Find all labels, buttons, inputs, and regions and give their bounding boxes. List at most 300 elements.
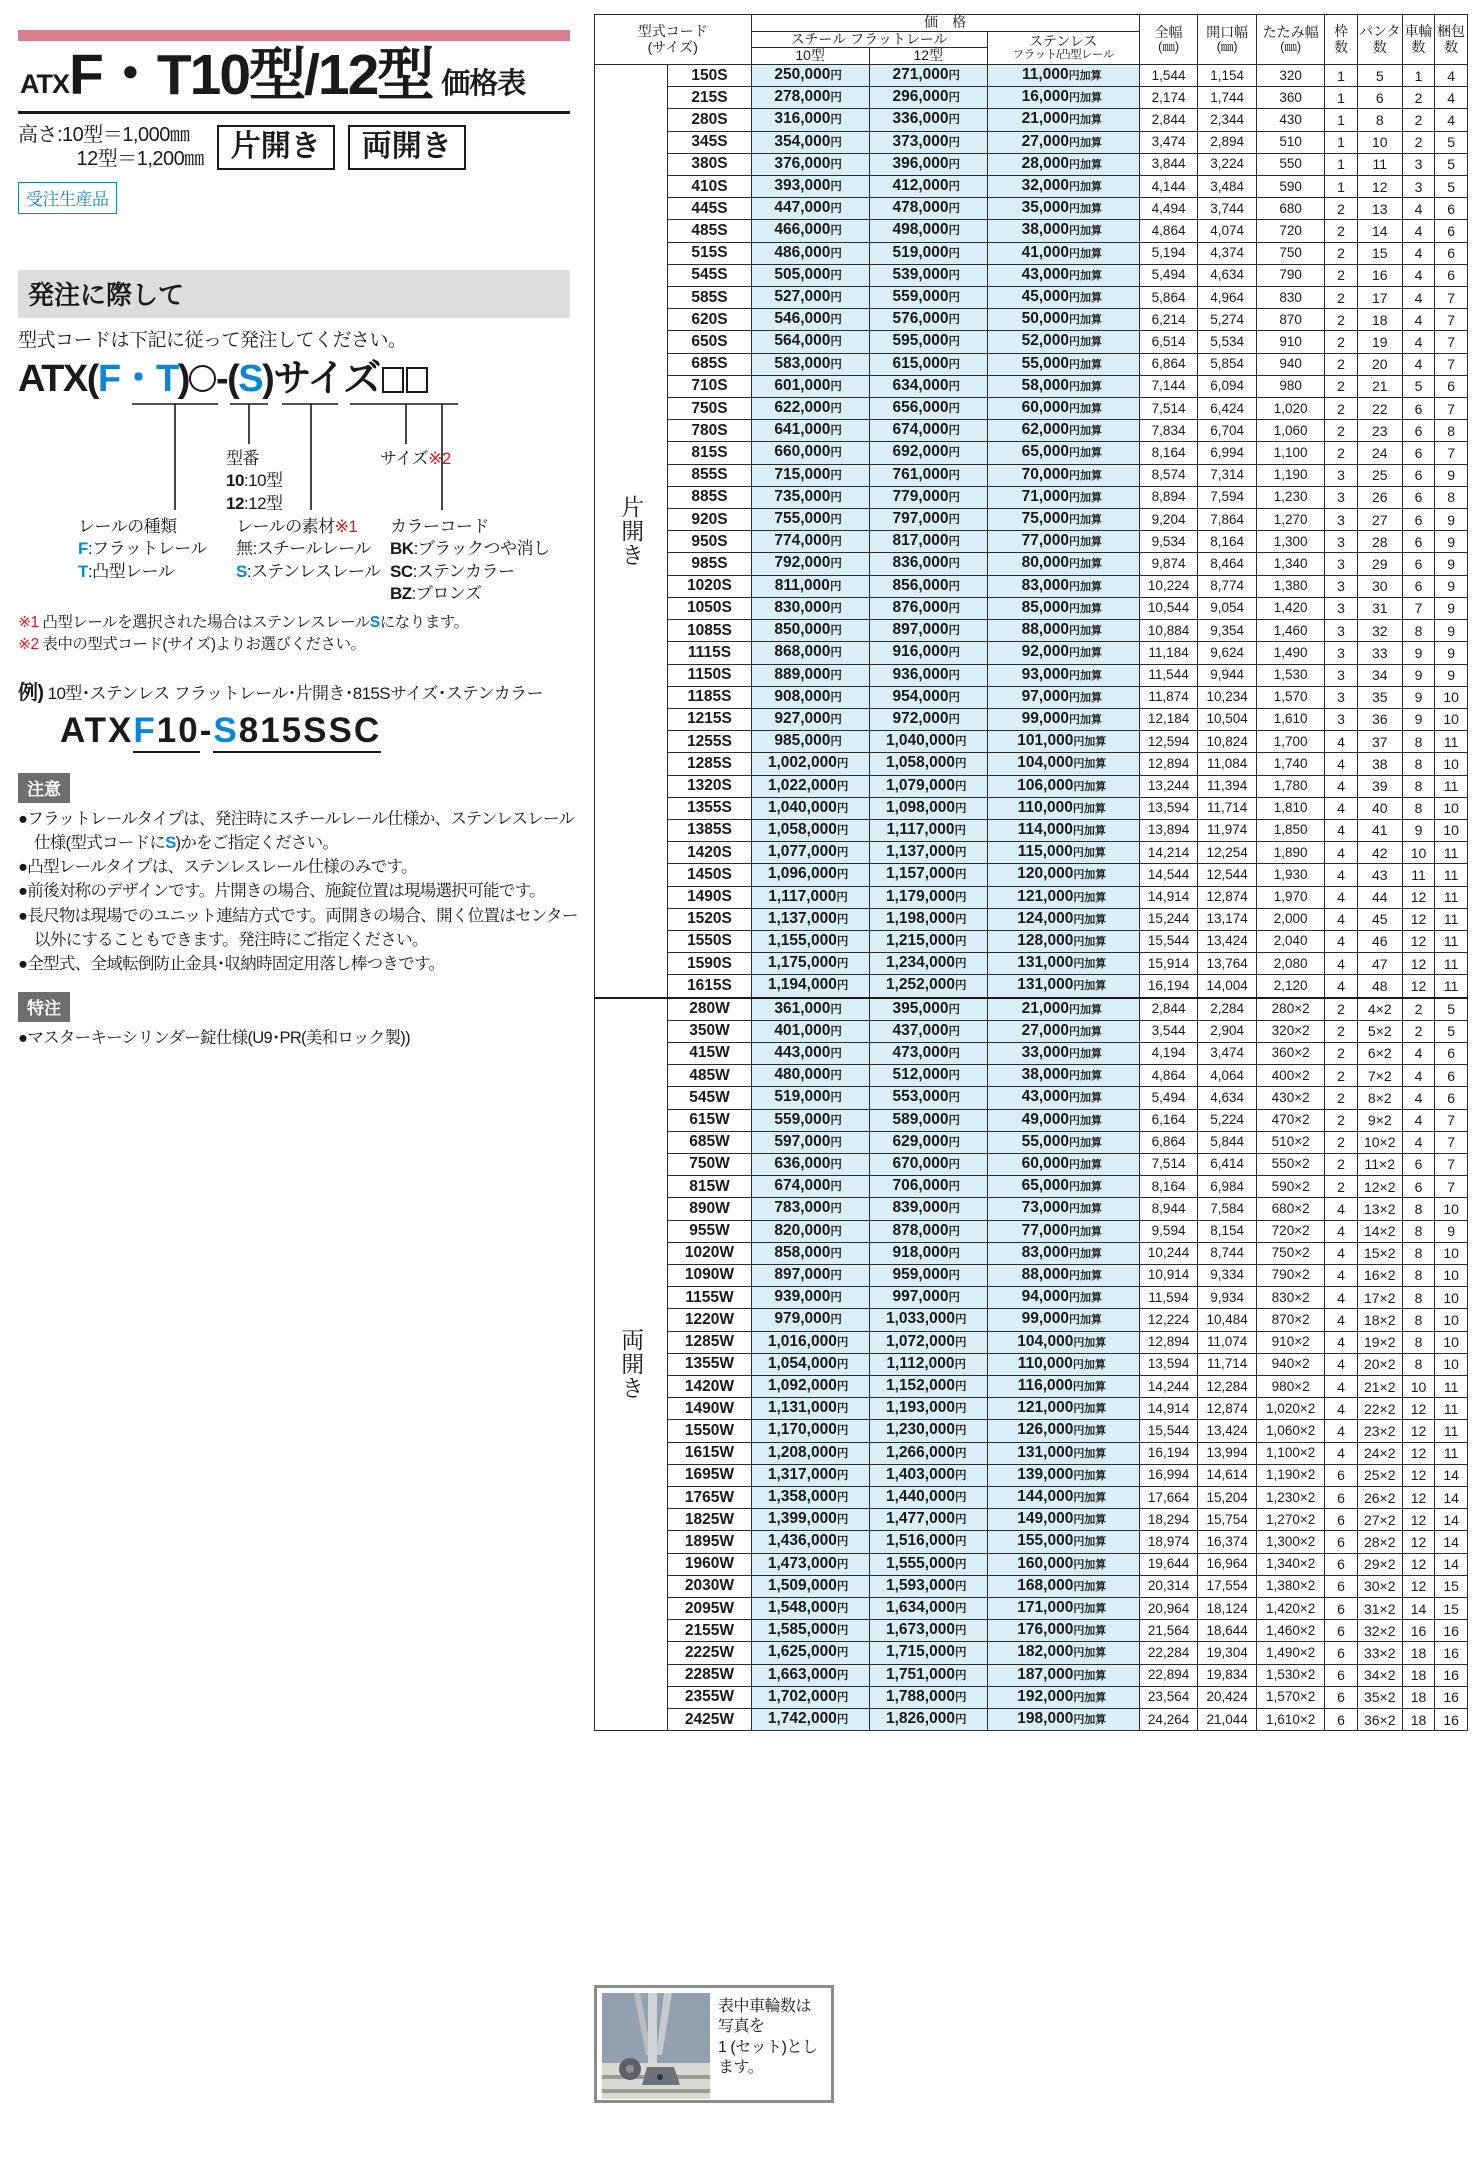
table-cell: 1,610×2 bbox=[1256, 1709, 1324, 1731]
th-pack-unit: 数 bbox=[1444, 38, 1459, 55]
yen-suffix: 円 bbox=[954, 913, 967, 926]
formula-s-paren-open: ( bbox=[227, 357, 239, 400]
table-row bbox=[595, 1509, 1468, 1531]
table-cell: 8,154 bbox=[1198, 1220, 1257, 1242]
add-suffix: 円加算 bbox=[1069, 514, 1102, 527]
table-cell: 13,994 bbox=[1198, 1442, 1257, 1464]
table-cell: 10,234 bbox=[1198, 686, 1257, 708]
height-and-open-type bbox=[18, 123, 588, 172]
th-wheel-count bbox=[1402, 15, 1435, 65]
table-cell: 11,974 bbox=[1198, 819, 1257, 841]
table-cell: 2 bbox=[1325, 1020, 1357, 1042]
table-cell: 21,564 bbox=[1139, 1620, 1198, 1642]
ordering-footnotes bbox=[18, 612, 588, 656]
table-row bbox=[595, 531, 1468, 553]
table-cell: 32×2 bbox=[1357, 1620, 1402, 1642]
table-cell: 18 bbox=[1402, 1664, 1435, 1686]
table-cell: 3 bbox=[1325, 486, 1357, 508]
add-suffix: 円加算 bbox=[1069, 181, 1102, 194]
table-cell: 160,000円加算 bbox=[987, 1553, 1139, 1575]
th-stainless bbox=[987, 31, 1139, 64]
table-cell: 650S bbox=[668, 331, 751, 353]
formula-s-paren-close: ) bbox=[262, 357, 274, 400]
table-cell: 7,314 bbox=[1198, 464, 1257, 486]
table-cell: 1 bbox=[1402, 65, 1435, 87]
table-cell: 8 bbox=[1402, 1198, 1435, 1220]
table-cell: 4 bbox=[1325, 864, 1357, 886]
table-cell: 5,224 bbox=[1198, 1109, 1257, 1131]
table-cell: 280S bbox=[668, 109, 751, 131]
price-list-label: 価格表 bbox=[441, 68, 526, 100]
table-cell: 25×2 bbox=[1357, 1464, 1402, 1486]
table-cell: 780S bbox=[668, 420, 751, 442]
table-cell: 1355W bbox=[668, 1353, 751, 1375]
table-cell: 858,000円 bbox=[751, 1242, 869, 1264]
table-cell: 1,570 bbox=[1256, 686, 1324, 708]
table-cell: 34×2 bbox=[1357, 1664, 1402, 1686]
add-suffix: 円加算 bbox=[1069, 491, 1102, 504]
yen-suffix: 円 bbox=[830, 1070, 842, 1083]
add-suffix: 円加算 bbox=[1072, 1358, 1106, 1371]
table-cell: 4 bbox=[1325, 975, 1357, 998]
table-cell: 3,474 bbox=[1139, 131, 1198, 153]
table-cell: 7,864 bbox=[1198, 509, 1257, 531]
yen-suffix: 円 bbox=[830, 1025, 842, 1038]
add-suffix: 円加算 bbox=[1069, 336, 1102, 349]
table-cell: 545S bbox=[668, 264, 751, 286]
rail-mat-none-key: 無 bbox=[236, 539, 253, 559]
th-price-group: 価 格 bbox=[751, 15, 1139, 32]
table-cell: 1,098,000円 bbox=[869, 797, 987, 819]
table-cell: 4 bbox=[1402, 1042, 1435, 1064]
wheel-note-frame bbox=[594, 1985, 834, 2103]
table-cell: 85,000円加算 bbox=[987, 597, 1139, 619]
add-suffix: 円加算 bbox=[1069, 380, 1102, 393]
table-cell: 29 bbox=[1357, 553, 1402, 575]
th-stainless-sub: フラット/凸型レール bbox=[1012, 49, 1114, 62]
table-cell: 14 bbox=[1435, 1553, 1468, 1575]
table-cell: 10 bbox=[1435, 686, 1468, 708]
table-cell: 478,000円 bbox=[869, 198, 987, 220]
yen-suffix: 円 bbox=[948, 70, 960, 83]
yen-suffix: 円 bbox=[948, 358, 960, 371]
table-cell: 106,000円加算 bbox=[987, 775, 1139, 797]
table-cell: 636,000円 bbox=[751, 1153, 869, 1175]
table-cell: 9 bbox=[1402, 642, 1435, 664]
footnote-1-text-a: 凸型レールを選択された場合はステンレスレール bbox=[42, 613, 370, 631]
yen-suffix: 円 bbox=[830, 403, 842, 416]
yen-suffix: 円 bbox=[948, 1070, 960, 1083]
table-row bbox=[595, 864, 1468, 886]
table-cell: 7,594 bbox=[1198, 486, 1257, 508]
table-cell: 7 bbox=[1435, 331, 1468, 353]
table-cell: 897,000円 bbox=[751, 1264, 869, 1286]
table-cell: 10,504 bbox=[1198, 708, 1257, 730]
yen-suffix: 円 bbox=[836, 980, 849, 993]
add-suffix: 円加算 bbox=[1069, 292, 1102, 305]
color-sc-key: SC bbox=[390, 561, 413, 581]
formula-size-word: サイズ bbox=[273, 357, 380, 400]
table-cell: 116,000円加算 bbox=[987, 1376, 1139, 1398]
table-cell: 1550W bbox=[668, 1420, 751, 1442]
table-cell: 4 bbox=[1402, 1131, 1435, 1153]
table-cell: 139,000円加算 bbox=[987, 1464, 1139, 1486]
table-cell: 22,284 bbox=[1139, 1642, 1198, 1664]
table-row bbox=[595, 1442, 1468, 1464]
table-cell: 955W bbox=[668, 1220, 751, 1242]
table-cell: 13,894 bbox=[1139, 819, 1198, 841]
table-cell: 890W bbox=[668, 1198, 751, 1220]
table-cell: 1,742,000円 bbox=[751, 1709, 869, 1731]
table-cell: 4 bbox=[1435, 109, 1468, 131]
table-cell: 18,974 bbox=[1139, 1531, 1198, 1553]
add-suffix: 円加算 bbox=[1073, 891, 1107, 904]
table-cell: 4 bbox=[1325, 1287, 1357, 1309]
table-cell: 790 bbox=[1256, 264, 1324, 286]
table-cell: 9,944 bbox=[1198, 664, 1257, 686]
table-cell: 6,414 bbox=[1198, 1153, 1257, 1175]
table-cell: 6 bbox=[1435, 198, 1468, 220]
table-cell: 1,317,000円 bbox=[751, 1464, 869, 1486]
table-cell: 19 bbox=[1357, 331, 1402, 353]
table-cell: 1,673,000円 bbox=[869, 1620, 987, 1642]
table-cell: 11 bbox=[1357, 153, 1402, 175]
table-cell: 7 bbox=[1435, 309, 1468, 331]
table-cell: 622,000円 bbox=[751, 398, 869, 420]
table-cell: 1,077,000円 bbox=[751, 842, 869, 864]
table-cell: 121,000円加算 bbox=[987, 1398, 1139, 1420]
add-suffix: 円加算 bbox=[1073, 1691, 1107, 1704]
yen-suffix: 円 bbox=[948, 447, 960, 460]
caution-list bbox=[18, 807, 588, 977]
kataban-12-val: :12型 bbox=[243, 493, 283, 513]
table-cell: 9,354 bbox=[1198, 620, 1257, 642]
table-cell: 83,000円加算 bbox=[987, 1242, 1139, 1264]
wheel-photo-illustration bbox=[602, 1993, 710, 2099]
table-cell: 9,534 bbox=[1139, 531, 1198, 553]
table-cell: 12,544 bbox=[1198, 864, 1257, 886]
table-cell: 171,000円加算 bbox=[987, 1598, 1139, 1620]
table-cell: 126,000円加算 bbox=[987, 1420, 1139, 1442]
table-cell: 2,844 bbox=[1139, 109, 1198, 131]
table-cell: 1,970 bbox=[1256, 886, 1324, 908]
table-cell: 8 bbox=[1402, 1331, 1435, 1353]
table-cell: 2 bbox=[1325, 1087, 1357, 1109]
table-row bbox=[595, 1531, 1468, 1553]
yen-suffix: 円 bbox=[830, 203, 842, 216]
table-row bbox=[595, 398, 1468, 420]
table-cell: 3 bbox=[1325, 642, 1357, 664]
table-cell: 1,131,000円 bbox=[751, 1398, 869, 1420]
table-cell: 271,000円 bbox=[869, 65, 987, 87]
table-cell: 783,000円 bbox=[751, 1198, 869, 1220]
table-cell: 680 bbox=[1256, 198, 1324, 220]
table-cell: 820,000円 bbox=[751, 1220, 869, 1242]
table-cell: 2 bbox=[1325, 198, 1357, 220]
yen-suffix: 円 bbox=[948, 669, 960, 682]
table-cell: 4,494 bbox=[1139, 198, 1198, 220]
table-cell: 5 bbox=[1435, 153, 1468, 175]
table-cell: 19,834 bbox=[1198, 1664, 1257, 1686]
formula-ft: F・T bbox=[97, 357, 178, 400]
table-cell: 6 bbox=[1325, 1531, 1357, 1553]
table-cell: 13,174 bbox=[1198, 908, 1257, 930]
kataban-10 bbox=[226, 470, 283, 492]
table-cell: 7 bbox=[1435, 398, 1468, 420]
table-cell: 830×2 bbox=[1256, 1287, 1324, 1309]
table-cell: 12 bbox=[1402, 1442, 1435, 1464]
table-cell: 14×2 bbox=[1357, 1220, 1402, 1242]
table-cell: 22,894 bbox=[1139, 1664, 1198, 1686]
yen-suffix: 円 bbox=[836, 1469, 849, 1482]
table-cell: 6 bbox=[1325, 1598, 1357, 1620]
table-cell: 9,874 bbox=[1139, 553, 1198, 575]
table-cell: 836,000円 bbox=[869, 553, 987, 575]
yen-suffix: 円 bbox=[830, 292, 842, 305]
table-cell: 576,000円 bbox=[869, 309, 987, 331]
table-cell: 1615W bbox=[668, 1442, 751, 1464]
table-cell: 505,000円 bbox=[751, 264, 869, 286]
table-cell: 16,194 bbox=[1139, 975, 1198, 998]
rail-mat-none bbox=[236, 538, 381, 560]
table-cell: 17,554 bbox=[1198, 1575, 1257, 1597]
table-cell: 1,420×2 bbox=[1256, 1598, 1324, 1620]
table-cell: 6 bbox=[1435, 1087, 1468, 1109]
table-cell: 715,000円 bbox=[751, 464, 869, 486]
table-cell: 373,000円 bbox=[869, 131, 987, 153]
table-cell: 1355S bbox=[668, 797, 751, 819]
table-cell: 4 bbox=[1325, 1353, 1357, 1375]
table-cell: 2,000 bbox=[1256, 908, 1324, 930]
table-cell: 735,000円 bbox=[751, 486, 869, 508]
add-suffix: 円加算 bbox=[1073, 1336, 1107, 1349]
yen-suffix: 円 bbox=[954, 802, 967, 815]
table-cell: 70,000円加算 bbox=[987, 464, 1139, 486]
yen-suffix: 円 bbox=[948, 1225, 960, 1238]
table-row bbox=[595, 1398, 1468, 1420]
table-cell: 16,194 bbox=[1139, 1442, 1198, 1464]
yen-suffix: 円 bbox=[830, 602, 842, 615]
table-cell: 16 bbox=[1435, 1664, 1468, 1686]
color-bk-key: BK bbox=[390, 539, 414, 559]
table-cell: 16 bbox=[1435, 1620, 1468, 1642]
table-row bbox=[595, 1620, 1468, 1642]
table-cell: 9 bbox=[1435, 509, 1468, 531]
table-cell: 8,774 bbox=[1198, 575, 1257, 597]
table-cell: 1 bbox=[1325, 65, 1357, 87]
table-cell: 149,000円加算 bbox=[987, 1509, 1139, 1531]
yen-suffix: 円 bbox=[836, 780, 849, 793]
yen-suffix: 円 bbox=[948, 1003, 960, 1016]
table-cell: 1,516,000円 bbox=[869, 1531, 987, 1553]
th-type10: 10型 bbox=[751, 48, 869, 65]
table-cell: 2 bbox=[1325, 287, 1357, 309]
table-cell: 83,000円加算 bbox=[987, 575, 1139, 597]
rail-type-f bbox=[78, 538, 207, 560]
example-code-dash: - bbox=[199, 710, 214, 750]
table-cell: 8,464 bbox=[1198, 553, 1257, 575]
table-cell: 4 bbox=[1325, 1198, 1357, 1220]
add-suffix: 円加算 bbox=[1069, 1269, 1102, 1282]
table-cell: 6,164 bbox=[1139, 1109, 1198, 1131]
table-row bbox=[595, 597, 1468, 619]
table-cell: 36 bbox=[1357, 708, 1402, 730]
table-row bbox=[595, 1087, 1468, 1109]
table-cell: 1320S bbox=[668, 775, 751, 797]
table-cell: 345S bbox=[668, 131, 751, 153]
table-cell: 7 bbox=[1402, 597, 1435, 619]
table-cell: 1,473,000円 bbox=[751, 1553, 869, 1575]
table-cell: 959,000円 bbox=[869, 1264, 987, 1286]
table-row bbox=[595, 1264, 1468, 1286]
table-cell: 6 bbox=[1435, 1042, 1468, 1064]
table-row bbox=[595, 176, 1468, 198]
table-cell: 1115S bbox=[668, 642, 751, 664]
table-cell: 21,044 bbox=[1198, 1709, 1257, 1731]
table-cell: 10 bbox=[1435, 1331, 1468, 1353]
yen-suffix: 円 bbox=[830, 336, 842, 349]
table-cell: 6 bbox=[1402, 398, 1435, 420]
table-cell: 4,374 bbox=[1198, 242, 1257, 264]
add-suffix: 円加算 bbox=[1073, 1647, 1107, 1660]
table-cell: 6 bbox=[1402, 486, 1435, 508]
yen-suffix: 円 bbox=[830, 1292, 842, 1305]
table-cell: 2,040 bbox=[1256, 930, 1324, 952]
th-type12: 12型 bbox=[869, 48, 987, 65]
table-cell: 1520S bbox=[668, 908, 751, 930]
table-cell: 1,300 bbox=[1256, 531, 1324, 553]
yen-suffix: 円 bbox=[830, 647, 842, 660]
yen-suffix: 円 bbox=[954, 958, 967, 971]
add-suffix: 円加算 bbox=[1069, 602, 1102, 615]
table-cell: 4 bbox=[1402, 264, 1435, 286]
table-cell: 1 bbox=[1325, 87, 1357, 109]
add-suffix: 円加算 bbox=[1069, 1314, 1102, 1327]
yen-suffix: 円 bbox=[830, 536, 842, 549]
table-row bbox=[595, 131, 1468, 153]
table-cell: 1,230×2 bbox=[1256, 1487, 1324, 1509]
table-cell: 2 bbox=[1325, 353, 1357, 375]
example-block bbox=[18, 676, 588, 705]
th-model-code bbox=[595, 15, 752, 65]
add-suffix: 円加算 bbox=[1069, 425, 1102, 438]
table-cell: 1,509,000円 bbox=[751, 1575, 869, 1597]
table-cell: 12,894 bbox=[1139, 1331, 1198, 1353]
table-cell: 1,154 bbox=[1198, 65, 1257, 87]
table-cell: 1615S bbox=[668, 975, 751, 998]
table-cell: 8 bbox=[1402, 1353, 1435, 1375]
table-cell: 10 bbox=[1402, 1376, 1435, 1398]
table-row bbox=[595, 553, 1468, 575]
footnote-2-text: 表中の型式コード(サイズ)よりお選びください。 bbox=[42, 635, 366, 653]
table-cell: 2 bbox=[1325, 1131, 1357, 1153]
example-code-f: F bbox=[133, 711, 156, 753]
table-cell: 950S bbox=[668, 531, 751, 553]
table-cell: 1,420 bbox=[1256, 597, 1324, 619]
table-cell: 4 bbox=[1325, 1264, 1357, 1286]
yen-suffix: 円 bbox=[836, 1625, 849, 1638]
table-cell: 6,514 bbox=[1139, 331, 1198, 353]
table-cell: 792,000円 bbox=[751, 553, 869, 575]
yen-suffix: 円 bbox=[954, 1536, 967, 1549]
row-group-label: 片開き bbox=[595, 65, 668, 998]
yen-suffix: 円 bbox=[836, 758, 849, 771]
table-cell: 128,000円加算 bbox=[987, 930, 1139, 952]
table-row bbox=[595, 1131, 1468, 1153]
table-cell: 5 bbox=[1435, 131, 1468, 153]
caution-item-1 bbox=[18, 807, 588, 856]
table-cell: 486,000円 bbox=[751, 242, 869, 264]
yen-suffix: 円 bbox=[954, 1358, 967, 1371]
yen-suffix: 円 bbox=[830, 1158, 842, 1171]
table-cell: 553,000円 bbox=[869, 1087, 987, 1109]
table-cell: 4,064 bbox=[1198, 1065, 1257, 1087]
table-cell: 12 bbox=[1402, 1553, 1435, 1575]
table-cell: 12,874 bbox=[1198, 886, 1257, 908]
yen-suffix: 円 bbox=[954, 935, 967, 948]
formula-atx: ATX bbox=[18, 357, 87, 400]
table-cell: 545W bbox=[668, 1087, 751, 1109]
table-cell: 850,000円 bbox=[751, 620, 869, 642]
add-suffix: 円加算 bbox=[1072, 847, 1106, 860]
table-cell: 755,000円 bbox=[751, 509, 869, 531]
table-cell: 2,344 bbox=[1198, 109, 1257, 131]
add-suffix: 円加算 bbox=[1069, 625, 1102, 638]
table-cell: 4 bbox=[1325, 1376, 1357, 1398]
table-cell: 55,000円加算 bbox=[987, 1131, 1139, 1153]
table-cell: 12 bbox=[1357, 176, 1402, 198]
table-row bbox=[595, 65, 1468, 87]
table-cell: 559,000円 bbox=[751, 1109, 869, 1131]
table-cell: 1,252,000円 bbox=[869, 975, 987, 998]
leader-label-size bbox=[380, 448, 451, 470]
table-cell: 1,054,000円 bbox=[751, 1353, 869, 1375]
table-cell: 4 bbox=[1325, 1420, 1357, 1442]
table-cell: 280W bbox=[668, 998, 751, 1021]
table-cell: 4 bbox=[1325, 797, 1357, 819]
table-cell: 31 bbox=[1357, 597, 1402, 619]
table-cell: 410S bbox=[668, 176, 751, 198]
add-suffix: 円加算 bbox=[1069, 203, 1102, 216]
yen-suffix: 円 bbox=[836, 1358, 849, 1371]
table-row bbox=[595, 1065, 1468, 1087]
table-cell: 14,214 bbox=[1139, 842, 1198, 864]
table-cell: 1765W bbox=[668, 1487, 751, 1509]
yen-suffix: 円 bbox=[948, 114, 960, 127]
th-wheel-label: 車輪 bbox=[1404, 22, 1433, 39]
table-cell: 15,754 bbox=[1198, 1509, 1257, 1531]
th-panta-label: パンタ bbox=[1359, 22, 1401, 39]
table-cell: 4 bbox=[1402, 353, 1435, 375]
yen-suffix: 円 bbox=[948, 1247, 960, 1260]
yen-suffix: 円 bbox=[836, 1336, 849, 1349]
table-cell: 8 bbox=[1402, 1242, 1435, 1264]
table-cell: 1,702,000円 bbox=[751, 1686, 869, 1708]
table-cell: 401,000円 bbox=[751, 1020, 869, 1042]
yen-suffix: 円 bbox=[954, 847, 967, 860]
table-cell: 830,000円 bbox=[751, 597, 869, 619]
table-cell: 7 bbox=[1435, 287, 1468, 309]
yen-suffix: 円 bbox=[948, 1047, 960, 1060]
color-bz bbox=[390, 583, 549, 605]
table-cell: 2,844 bbox=[1139, 998, 1198, 1021]
add-suffix: 円加算 bbox=[1073, 1514, 1107, 1527]
table-cell: 2 bbox=[1402, 131, 1435, 153]
yen-suffix: 円 bbox=[830, 1003, 842, 1016]
add-suffix: 円加算 bbox=[1073, 758, 1107, 771]
table-cell: 192,000円加算 bbox=[987, 1686, 1139, 1708]
table-cell: 10,244 bbox=[1139, 1242, 1198, 1264]
